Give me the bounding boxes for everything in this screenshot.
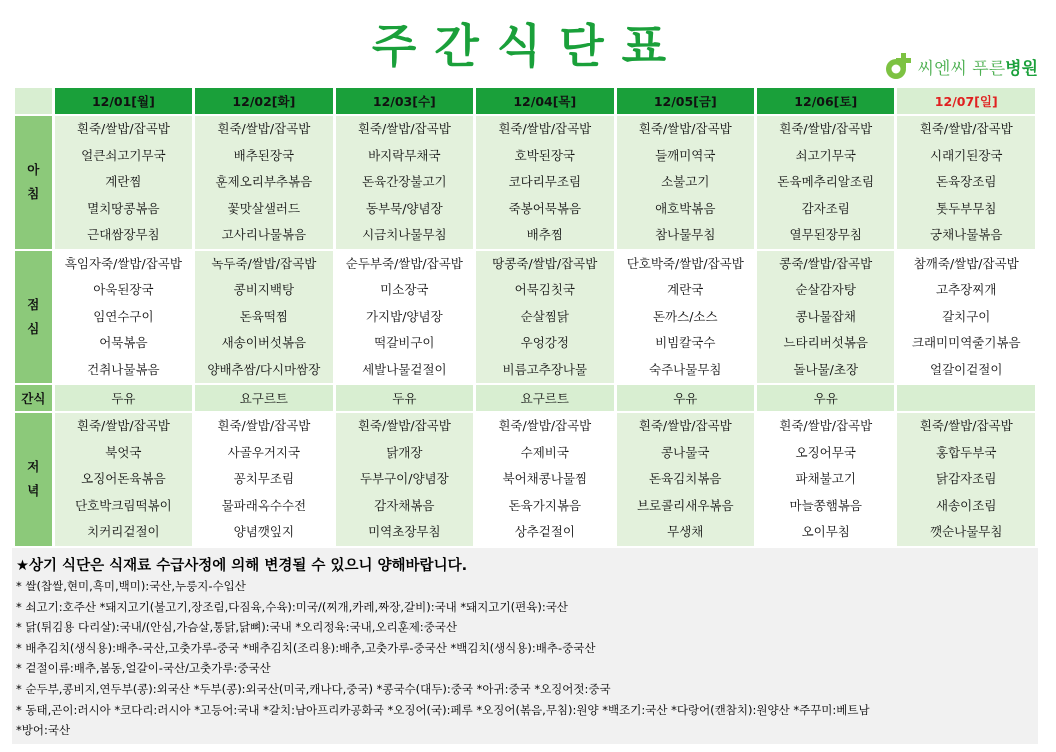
dinner-label: 저 녁 bbox=[15, 413, 52, 546]
menu-item: 닭개장 bbox=[386, 444, 423, 460]
notice-box bbox=[12, 548, 1038, 744]
menu-item: 단호박크림떡볶이 bbox=[75, 497, 172, 513]
menu-item: 녹두죽/쌀밥/잡곡밥 bbox=[211, 255, 317, 271]
menu-item: 느타리버섯볶음 bbox=[783, 335, 868, 350]
menu-item: 파채불고기 bbox=[795, 471, 856, 486]
menu-item: 흰죽/쌀밥/잡곡밥 bbox=[357, 418, 451, 433]
dinner-cell bbox=[336, 413, 473, 546]
menu-item: 오징어무국 bbox=[795, 444, 856, 460]
menu-item: 얼갈이겉절이 bbox=[930, 361, 1003, 377]
breakfast-cell bbox=[476, 116, 613, 249]
breakfast-cell bbox=[55, 116, 192, 249]
menu-item: 흰죽/쌀밥/잡곡밥 bbox=[357, 121, 451, 136]
menu-item: 얼큰쇠고기무국 bbox=[81, 147, 166, 163]
menu-item: 비름고추장나물 bbox=[502, 361, 588, 377]
dinner-cell bbox=[476, 413, 613, 546]
snack-cell: 우유 bbox=[757, 385, 894, 411]
menu-item: 참깨죽/쌀밥/잡곡밥 bbox=[913, 255, 1019, 271]
menu-item: 새송이버섯볶음 bbox=[221, 335, 307, 350]
origin-note: * 쌀(찹쌀,현미,흑미,백미):국산,누룽지-수입산 bbox=[16, 579, 246, 593]
lunch-cell bbox=[195, 251, 332, 384]
menu-item: 흰죽/쌀밥/잡곡밥 bbox=[498, 418, 592, 433]
menu-item: 상추겉절이 bbox=[514, 524, 575, 539]
menu-item: 돈육간장불고기 bbox=[362, 174, 447, 189]
menu-item: 쇠고기무국 bbox=[795, 147, 856, 163]
menu-item: 죽봉어묵볶음 bbox=[508, 200, 582, 216]
menu-item: 소불고기 bbox=[661, 174, 710, 189]
menu-item: 닭감자조림 bbox=[936, 471, 997, 486]
logo-cross-icon bbox=[884, 51, 914, 81]
breakfast-row bbox=[15, 116, 1035, 249]
menu-item: 단호박죽/쌀밥/잡곡밥 bbox=[626, 255, 744, 271]
snack-cell: 우유 bbox=[617, 385, 754, 411]
menu-item: 떡갈비구이 bbox=[374, 335, 435, 350]
breakfast-cell bbox=[195, 116, 332, 249]
day-header: 12/01[월] bbox=[55, 88, 192, 114]
menu-item: 코다리무조림 bbox=[508, 174, 582, 189]
breakfast-cell bbox=[897, 116, 1035, 249]
origin-note: *방어:국산 bbox=[16, 723, 71, 738]
menu-item: 톳두부무침 bbox=[936, 200, 997, 216]
lunch-label: 점 심 bbox=[15, 251, 52, 384]
menu-item: 돈육떡찜 bbox=[239, 308, 289, 324]
menu-item: 돈육메추리알조림 bbox=[777, 174, 875, 189]
header-corner bbox=[15, 88, 52, 114]
origin-note: * 닭(튀김용 다리살):국내/(안심,가슴살,통닭,닭뼈):국내 *오리정육:국내,오리훈제:중국산 bbox=[16, 620, 458, 635]
dinner-cell bbox=[897, 413, 1035, 546]
menu-item: 계란국 bbox=[667, 282, 704, 297]
snack-cell: 요구르트 bbox=[195, 385, 332, 411]
menu-item: 돌나물/초장 bbox=[793, 361, 859, 377]
menu-item: 미역초장무침 bbox=[368, 524, 441, 539]
snack-cell: 두유 bbox=[336, 385, 473, 411]
lunch-cell bbox=[897, 251, 1035, 384]
snack-cell: 두유 bbox=[55, 385, 192, 411]
menu-item: 흰죽/쌀밥/잡곡밥 bbox=[217, 121, 311, 136]
day-header-row bbox=[15, 88, 1035, 114]
snack-cell bbox=[897, 385, 1035, 411]
breakfast-cell bbox=[336, 116, 473, 249]
menu-item: 가지밥/양념장 bbox=[365, 308, 443, 324]
lunch-cell bbox=[617, 251, 754, 384]
menu-item: 콩나물잡채 bbox=[795, 308, 856, 324]
menu-item: 갈치구이 bbox=[942, 308, 991, 324]
menu-item: 고추장찌개 bbox=[936, 282, 997, 297]
menu-item: 마늘쫑햄볶음 bbox=[789, 497, 862, 513]
menu-item: 멸치땅콩볶음 bbox=[87, 200, 160, 216]
menu-item: 흰죽/쌀밥/잡곡밥 bbox=[638, 418, 732, 433]
menu-item: 깻순나물무침 bbox=[930, 524, 1003, 539]
menu-item: 흰죽/쌀밥/잡곡밥 bbox=[638, 121, 732, 136]
day-header: 12/03[수] bbox=[336, 88, 473, 114]
menu-item: 물파래옥수수전 bbox=[221, 497, 307, 513]
menu-item: 들깨미역국 bbox=[655, 147, 716, 163]
menu-item: 어묵볶음 bbox=[99, 335, 148, 350]
weekly-menu-table bbox=[12, 86, 1038, 548]
menu-item: 돈육김치볶음 bbox=[649, 471, 722, 486]
menu-item: 고사리나물볶음 bbox=[221, 227, 307, 242]
menu-item: 열무된장무침 bbox=[789, 227, 862, 242]
menu-item: 콩나물국 bbox=[661, 444, 710, 460]
menu-item: 두부구이/양념장 bbox=[359, 471, 449, 486]
day-header: 12/06[토] bbox=[757, 88, 894, 114]
lunch-cell bbox=[336, 251, 473, 384]
breakfast-cell bbox=[757, 116, 894, 249]
menu-item: 배추찜 bbox=[526, 227, 563, 242]
menu-item: 돈육장조림 bbox=[936, 174, 997, 189]
menu-item: 크래미미역줄기볶음 bbox=[911, 335, 1021, 350]
menu-item: 궁채나물볶음 bbox=[930, 227, 1003, 242]
menu-item: 세발나물겉절이 bbox=[362, 361, 447, 377]
menu-item: 흰죽/쌀밥/잡곡밥 bbox=[217, 418, 311, 433]
dinner-cell bbox=[195, 413, 332, 546]
menu-item: 흰죽/쌀밥/잡곡밥 bbox=[76, 121, 170, 136]
day-header: 12/04[목] bbox=[476, 88, 613, 114]
menu-item: 수제비국 bbox=[520, 444, 569, 460]
menu-item: 동부묵/양념장 bbox=[365, 200, 443, 216]
menu-item: 꽃맛살샐러드 bbox=[227, 200, 301, 216]
origin-note: * 배추김치(생식용):배추-국산,고춧가루-중국 *배추김치(조리용):배추,고춧가루-중국산 *백김치(생식용):배추-중국산 bbox=[16, 640, 596, 655]
lunch-cell bbox=[55, 251, 192, 384]
dinner-row bbox=[15, 413, 1035, 546]
menu-item: 콩죽/쌀밥/잡곡밥 bbox=[779, 255, 873, 271]
menu-item: 오이무침 bbox=[801, 524, 850, 539]
menu-item: 흰죽/쌀밥/잡곡밥 bbox=[779, 121, 873, 136]
menu-item: 흰죽/쌀밥/잡곡밥 bbox=[76, 418, 170, 433]
menu-item: 호박된장국 bbox=[514, 147, 575, 163]
menu-item: 브로콜리새우볶음 bbox=[636, 497, 734, 513]
menu-item: 애호박볶음 bbox=[655, 200, 716, 216]
notice-headline: ★상기 식단은 식재료 수급사정에 의해 변경될 수 있으니 양해바랍니다. bbox=[16, 558, 468, 574]
menu-item: 새송이조림 bbox=[936, 497, 997, 513]
menu-item: 아욱된장국 bbox=[93, 282, 154, 297]
menu-item: 돈육가지볶음 bbox=[508, 497, 582, 513]
menu-item: 우엉강정 bbox=[520, 335, 569, 350]
page-title: 주간식단표 bbox=[371, 19, 685, 73]
menu-item: 시래기된장국 bbox=[930, 147, 1003, 163]
dinner-cell bbox=[55, 413, 192, 546]
logo-text: 씨엔씨 푸른병원 bbox=[917, 58, 1038, 79]
breakfast-cell bbox=[617, 116, 754, 249]
menu-item: 순살감자탕 bbox=[795, 282, 856, 297]
dinner-cell bbox=[757, 413, 894, 546]
menu-item: 어묵김칫국 bbox=[514, 282, 575, 297]
menu-item: 흰죽/쌀밥/잡곡밥 bbox=[919, 121, 1013, 136]
menu-item: 감자채볶음 bbox=[374, 497, 435, 513]
lunch-row bbox=[15, 251, 1035, 384]
menu-item: 감자조림 bbox=[801, 200, 850, 216]
menu-item: 꽁치무조림 bbox=[233, 471, 295, 486]
snack-row bbox=[15, 385, 1035, 411]
hospital-logo bbox=[884, 50, 1038, 82]
menu-item: 미소장국 bbox=[380, 282, 429, 297]
day-header-sunday: 12/07[일] bbox=[897, 88, 1035, 114]
menu-item: 바지락무채국 bbox=[368, 147, 441, 163]
origin-note: * 겉절이류:배추,봄동,얼갈이-국산/고춧가루:중국산 bbox=[16, 661, 271, 676]
menu-item: 흰죽/쌀밥/잡곡밥 bbox=[498, 121, 592, 136]
menu-item: 북엇국 bbox=[105, 444, 142, 460]
menu-item: 임연수구이 bbox=[93, 308, 154, 324]
breakfast-label: 아 침 bbox=[15, 116, 52, 249]
snack-cell: 요구르트 bbox=[476, 385, 613, 411]
menu-item: 땅콩죽/쌀밥/잡곡밥 bbox=[492, 255, 598, 271]
menu-item: 흰죽/쌀밥/잡곡밥 bbox=[779, 418, 873, 433]
menu-item: 치커리겉절이 bbox=[87, 524, 160, 539]
dinner-cell bbox=[617, 413, 754, 546]
menu-item: 무생채 bbox=[667, 524, 704, 539]
menu-item: 순살찜닭 bbox=[520, 308, 569, 324]
menu-item: 훈제오리부추볶음 bbox=[215, 174, 313, 189]
snack-label: 간식 bbox=[15, 385, 52, 411]
menu-item: 돈까스/소스 bbox=[652, 308, 718, 324]
menu-item: 흑임자죽/쌀밥/잡곡밥 bbox=[64, 255, 182, 271]
menu-item: 사골우거지국 bbox=[227, 444, 301, 460]
origin-note: * 쇠고기:호주산 *돼지고기(불고기,장조림,다짐육,수육):미국/(찌개,카레,짜장,갈비):국내 *돼지고기(편육):국산 bbox=[16, 599, 568, 614]
menu-item: 참나물무침 bbox=[655, 227, 716, 242]
menu-item: 건취나물볶음 bbox=[87, 361, 160, 377]
menu-item: 콩비지백탕 bbox=[233, 282, 295, 297]
menu-item: 순두부죽/쌀밥/잡곡밥 bbox=[345, 255, 463, 271]
lunch-cell bbox=[757, 251, 894, 384]
menu-item: 오징어돈육볶음 bbox=[81, 471, 166, 486]
menu-item: 비빔칼국수 bbox=[655, 335, 716, 350]
menu-item: 숙주나물무침 bbox=[649, 361, 722, 377]
day-header: 12/05[금] bbox=[617, 88, 754, 114]
menu-item: 계란찜 bbox=[105, 174, 142, 189]
menu-item: 시금치나물무침 bbox=[362, 227, 447, 242]
origin-note: * 동태,곤이:러시아 *코다리:러시아 *고등어:국내 *갈치:남아프리카공화국 *오징어(국):페루 *오징어(볶음,무침):원양 *백조기:국산 *다랑어(캔참치):원양산 *주꾸미:베트남 bbox=[16, 702, 870, 717]
lunch-cell bbox=[476, 251, 613, 384]
menu-item: 홍합두부국 bbox=[936, 444, 997, 460]
menu-item: 북어채콩나물찜 bbox=[502, 471, 588, 486]
menu-item: 근대쌈장무침 bbox=[87, 227, 160, 242]
menu-item: 흰죽/쌀밥/잡곡밥 bbox=[919, 418, 1013, 433]
menu-item: 배추된장국 bbox=[233, 147, 295, 163]
menu-item: 양념깻잎지 bbox=[233, 524, 295, 539]
menu-item: 양배추쌈/다시마쌈장 bbox=[207, 361, 321, 377]
day-header: 12/02[화] bbox=[195, 88, 332, 114]
origin-note: * 순두부,콩비지,연두부(콩):외국산 *두부(콩):외국산(미국,캐나다,중국) *콩국수(대두):중국 *아귀:중국 *오징어젓:중국 bbox=[16, 681, 611, 696]
